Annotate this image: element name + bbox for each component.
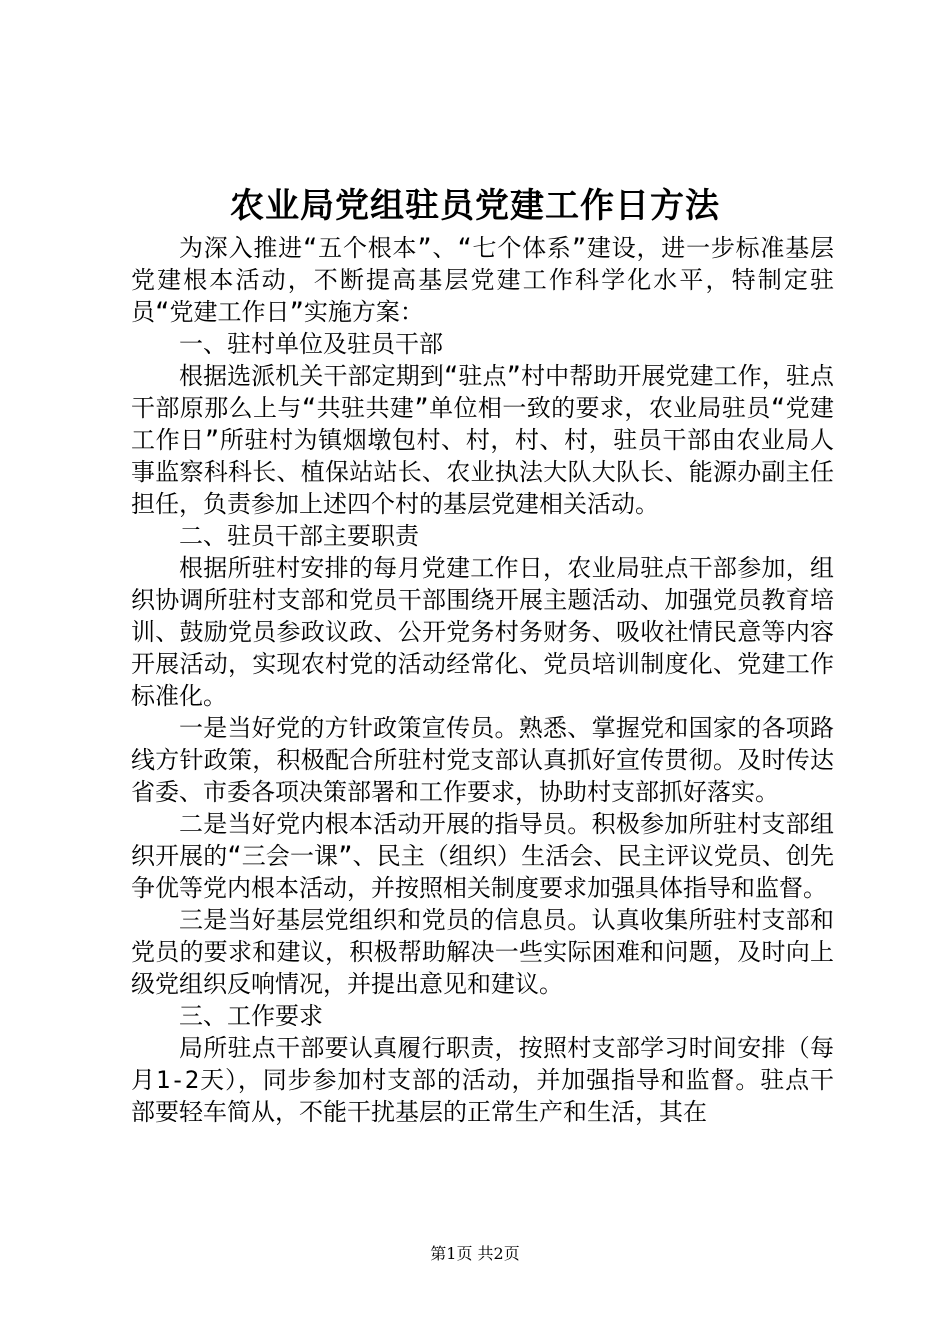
paragraph-section-2: 根据所驻村安排的每月党建工作日，农业局驻点干部参加，组织协调所驻村支部和党员干部围绕开展主题活动、加强党员教育培训、鼓励党员参政议政、公开党务村务财务、吸收社情民意等内容开展活动，实现农村党的活动经常化、党员培训制度化、党建工作标准化。 — [131, 554, 834, 710]
section-heading-1: 一、驻村单位及驻员干部 — [179, 330, 443, 358]
paragraph-section-1: 根据选派机关干部定期到“驻点”村中帮助开展党建工作，驻点干部原那么上与“共驻共建”单位相一致的要求，农业局驻员“党建工作日”所驻村为镇烟墩包村、村，村、村，驻员干部由农业局人事监察科科长、植保站站长、农业执法大队大队长、能源办副主任担任，负责参加上述四个村的基层党建相关活动。 — [131, 362, 834, 518]
paragraph-section-3: 局所驻点干部要认真履行职责，按照村支部学习时间安排（每月1-2天），同步参加村支部的活动，并加强指导和监督。驻点干部要轻车简从，不能干扰基层的正常生产和生活，其在 — [131, 1034, 834, 1126]
document-body — [131, 232, 834, 1128]
page-number-footer: 第1页 共2页 — [430, 1244, 520, 1263]
paragraph-duty-2: 二是当好党内根本活动开展的指导员。积极参加所驻村支部组织开展的“三会一课”、民主（组织）生活会、民主评议党员、创先争优等党内根本活动，并按照相关制度要求加强具体指导和监督。 — [131, 810, 834, 902]
document-title: 农业局党组驻员党建工作日方法 — [230, 186, 720, 226]
paragraph-duty-3: 三是当好基层党组织和党员的信息员。认真收集所驻村支部和党员的要求和建议，积极帮助解决一些实际困难和问题，及时向上级党组织反响情况，并提出意见和建议。 — [131, 906, 834, 998]
paragraph-duty-1: 一是当好党的方针政策宣传员。熟悉、掌握党和国家的各项路线方针政策，积极配合所驻村党支部认真抓好宣传贯彻。及时传达省委、市委各项决策部署和工作要求，协助村支部抓好落实。 — [131, 714, 834, 806]
section-heading-2: 二、驻员干部主要职责 — [179, 522, 419, 550]
section-heading-3: 三、工作要求 — [179, 1002, 323, 1030]
paragraph-intro: 为深入推进“五个根本”、“七个体系”建设，进一步标准基层党建根本活动，不断提高基层党建工作科学化水平，特制定驻员“党建工作日”实施方案： — [131, 234, 834, 326]
